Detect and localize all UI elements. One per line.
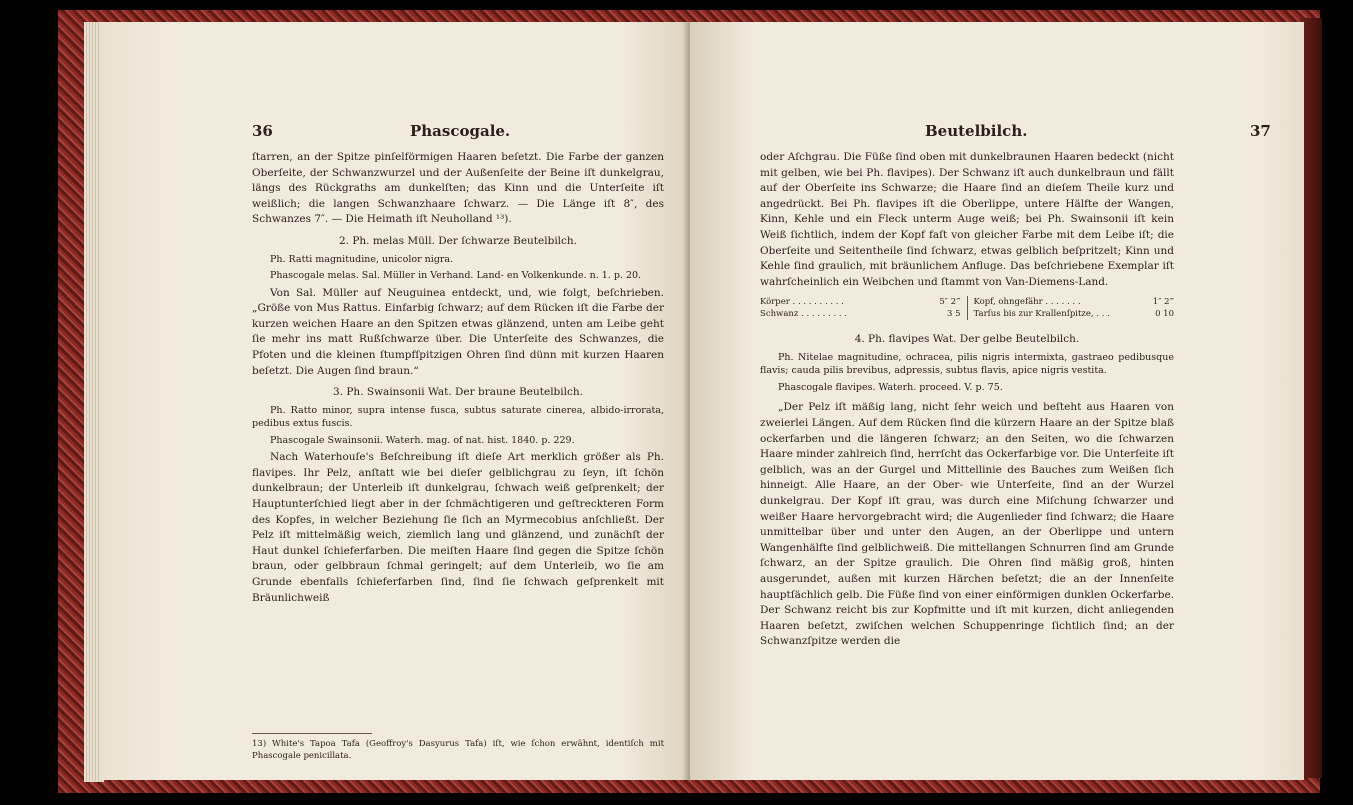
measurements-left-column	[760, 296, 967, 320]
measurement-value: 0 10	[1155, 309, 1174, 320]
section-2-reference: Phascogale melas. Sal. Müller in Verhand. Land- en Volkenkunde. n. 1. p. 20.	[270, 270, 642, 282]
measurements-table	[760, 296, 1174, 320]
measurement-row	[974, 296, 1175, 308]
footnote-rule	[252, 733, 372, 734]
section-2-latin: Ph. Ratti magnitudine, unicolor nigra.	[270, 253, 454, 265]
measurement-value: 5″ 2‴	[939, 297, 961, 308]
section-4-body: „Der Pelz iſt mäßig lang, nicht ſehr weich und beſteht aus Haaren von zweierlei Längen. Auf dem Rücken ſind die kürzern Haare an der Spitze blaß ockerfarben und die längeren ſchwarz; an den Seiten, wo die ſchwarzen Haare minder zahlreich ſind, herrſcht das Ockerfarbige vor. Die Unterſeite iſt gelblich, was an der Gurgel und Mittellinie des Bauches zum Weißen ſich hinneigt. Alle Haare, an der Ober- wie Unterſeite, ſind an der Wurzel dunkelgrau. Der Kopf iſt grau, was durch eine Miſchung ſchwarzer und weißer Haare hervorgebracht wird; die Augenlieder ſind ſchwarz; die Haare unmittelbar über und unter den Augen, an der Oberlippe und untern Wangenhälfte ſind gelblichweiß. Die mittellangen Schnurren ſind am Grunde ſchwarz, an der Spitze graulich. Die Ohren ſind mäßig groß, hinten ausgerundet, außen mit kurzen Härchen beſetzt; die an der Innenſeite hauptſächlich gelb. Die Füße ſind von einer einförmigen dunklen Ockerfarbe. Der Schwanz reicht bis zur Kopfmitte und iſt mit kurzen, dicht anliegenden Haaren beſetzt, zwiſchen welchen Schuppenringe ſichtlich ſind; an der Schwanzſpitze werden die	[760, 401, 1174, 648]
measurement-value: 3 5	[946, 309, 961, 320]
left-running-head: Phascogale.	[410, 122, 511, 140]
section-2-body: Von Sal. Müller auf Neuguinea entdeckt, und, wie folgt, beſchrieben. „Größe von Mus Rattus. Einfarbig ſchwarz; auf dem Rücken iſt die Farbe der kurzen weichen Haare an den Spitzen etwas glänzend, unten am Leibe geht ſie mehr ins matt Rußſchwarze über. Die Unterſeite des Schwanzes, die Pfoten und die kleinen ſtumpfſpitzigen Ohren ſind dünn mit kurzen Haaren beſetzt. Die Augen ſind braun.“	[252, 286, 664, 377]
section-3-reference: Phascogale Swainsonii. Waterh. mag. of nat. hist. 1840. p. 229.	[270, 434, 575, 446]
measurements-right-column	[967, 296, 1175, 320]
footnote: 13) White's Tapoa Tafa (Geoffroy's Dasyurus Tafa) iſt, wie ſchon erwähnt, identiſch mit Phascogale penicillata.	[252, 739, 664, 761]
right-page-number: 37	[1250, 122, 1271, 140]
section-4-latin: Ph. Nitelae magnitudine, ochracea, pilis nigris intermixta, gastraeo pedibusque flavis; cauda pilis brevibus, adpressis, subtus flavis, apice nigris vestita.	[760, 351, 1174, 377]
right-page	[690, 22, 1304, 780]
section-3-body: Nach Waterhouſe's Beſchreibung iſt dieſe Art merklich größer als Ph. flavipes. Ihr Pelz, anſtatt wie bei dieſer gelblichgrau zu ſeyn, iſt ſchön dunkelbraun; der Unterleib iſt dunkelgrau, ſchwach weiß geſprenkelt; der Hauptunterſchied liegt aber in der ſchmächtigeren und geſtreckteren Form des Kopfes, in welcher Beziehung ſie ſich an Myrmecobius anſchließt. Der Pelz iſt mittelmäßig weich, ziemlich lang und glänzend, und zunächſt der Haut dunkel ſchieferfarben. Die meiſten Haare ſind gegen die Spitze ſchön braun, oder gelbbraun ſchmal geringelt; auf dem Unterleib, wo ſie am Grunde ebenfalls ſchieferfarben ſind, ſind ſie ſchwach geſprenkelt mit Bräunlichweiß	[252, 451, 664, 604]
measurement-label: Kopf, ohngefähr . . . . . . .	[973, 297, 1081, 308]
left-page-number: 36	[252, 122, 273, 140]
section-4-title: 4. Ph. flavipes Wat. Der gelbe Beutelbilch.	[854, 333, 1080, 346]
right-intro-paragraph: oder Aſchgrau. Die Füße ſind oben mit dunkelbraunen Haaren bedeckt (nicht mit gelben, wie bei Ph. flavipes). Der Schwanz iſt auch dunkelbraun und fällt auf der Oberſeite ins Schwarze; die Haare ſind an dieſem Theile kurz und angedrückt. Bei Ph. flavipes iſt die Oberlippe, untere Hälfte der Wangen, Kinn, Kehle und ein Fleck unterm Auge weiß; bei Ph. Swainsonii iſt kein Weiß ſichtlich, indem der Kopf faſt von gleicher Farbe mit dem Leibe iſt; die Oberſeite und Seitentheile ſind ſchwarz, etwas gelblich beſpritzelt; Kinn und Kehle ſind graulich, mit bräunlichem Anfluge. Das beſchriebene Exemplar iſt wahrſcheinlich ein Weibchen und ſtammt von Van-Diemens-Land.	[760, 151, 1174, 288]
left-text-block	[252, 150, 664, 606]
measurement-label: Körper . . . . . . . . . .	[760, 297, 844, 308]
measurement-row	[760, 308, 961, 320]
section-3-latin: Ph. Ratto minor, supra intense fusca, subtus saturate cinerea, albido-irrorata, pedibus extus fuscis.	[252, 404, 664, 430]
measurement-label: Schwanz . . . . . . . . .	[760, 309, 847, 320]
measurement-row	[760, 296, 961, 308]
measurement-value: 1″ 2‴	[1152, 297, 1174, 308]
right-running-head: Beutelbilch.	[925, 122, 1028, 140]
section-2-title: 2. Ph. melas Müll. Der ſchwarze Beutelbilch.	[338, 234, 578, 247]
measurement-label: Tarſus bis zur Krallenſpitze, . . .	[973, 309, 1110, 320]
section-4-reference: Phascogale flavipes. Waterh. proceed. V. p. 75.	[778, 381, 1003, 393]
measurement-row	[974, 308, 1175, 320]
section-3-title: 3. Ph. Swainsonii Wat. Der braune Beutelbilch.	[333, 386, 583, 399]
left-page	[100, 22, 690, 780]
right-text-block	[760, 150, 1174, 650]
left-intro-paragraph: ſtarren, an der Spitze pinſelförmigen Haaren beſetzt. Die Farbe der ganzen Oberſeite, der Schwanzwurzel und der Außenſeite der Beine iſt dunkelgrau, längs des Rückgraths am dunkelſten; das Kinn und die Unterſeite iſt weißlich; die langen Schwanzhaare ſchwarz. — Die Länge iſt 8″, des Schwanzes 7″. — Die Heimath iſt Neuholland ¹³).	[252, 151, 664, 226]
